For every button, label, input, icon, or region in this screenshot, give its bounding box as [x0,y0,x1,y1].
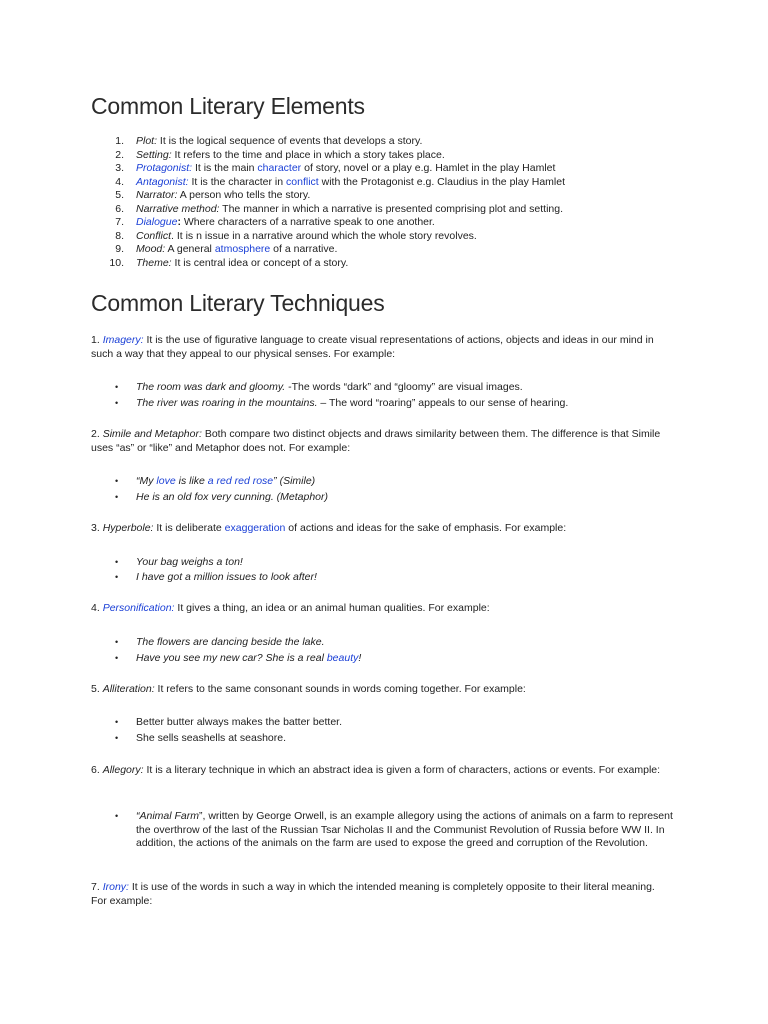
item-number: 5. [91,683,103,695]
personification-link[interactable]: Personification: [102,602,175,614]
example: ” (Simile) [273,475,316,487]
definition: It is the character in [188,175,287,188]
literary-elements-list [0,135,768,270]
term: Plot: [136,135,158,147]
list-item [0,243,768,257]
bullet-icon: • [115,492,119,502]
bullet-icon: • [115,572,119,582]
example: Better butter always makes the batter better. [136,716,343,728]
personification-paragraph [91,602,673,616]
term-link[interactable]: Protagonist: [136,162,193,174]
list-number: 1. [115,135,124,147]
definition: It is deliberate [153,522,225,534]
term: Alliteration: [102,683,155,695]
definition: of story, novel or a play e.g. Hamlet in the play Hamlet [301,162,556,174]
list-item [0,257,768,271]
example-title: “Animal Farm [136,810,200,822]
term: Narrator: [136,189,178,201]
list-number: 5. [115,189,124,201]
list-number: 2. [115,148,124,161]
example: The river was roaring in the mountains. [136,397,318,409]
bullet-icon: • [115,717,119,727]
example: “My [136,475,157,487]
list-item [0,189,768,203]
example: Have you see my new car? She is a real [136,652,327,664]
atmosphere-link[interactable]: atmosphere [214,243,271,255]
red-rose-link[interactable]: a red red rose [207,475,274,487]
heading-literary-techniques: Common Literary Techniques [91,290,385,316]
example: I have got a million issues to look after! [136,571,317,583]
character-link[interactable]: character [257,162,302,174]
example: She sells seashells at seashore. [136,732,286,744]
hyperbole-paragraph [91,522,673,536]
definition: . It is n issue in a narrative around which the whole story revolves. [171,229,477,242]
definition: Where characters of a narrative speak to one another. [180,216,435,228]
list-number: 3. [115,162,124,174]
explanation: -The words “dark” and “gloomy” are visual images. [285,381,523,393]
love-link[interactable]: love [156,475,176,487]
list-number: 10. [109,256,124,269]
definition: It is the main [192,162,258,174]
colon: : [177,216,181,228]
list-number: 6. [115,202,124,215]
list-item [0,176,768,190]
explanation: – The word “roaring” appeals to our sense of hearing. [317,397,569,409]
bullet-icon: • [115,557,119,567]
definition: It refers to the same consonant sounds in words coming together. For example: [154,683,526,695]
list-item [0,149,768,163]
example: ! [358,652,362,664]
irony-link[interactable]: Irony: [102,881,129,893]
definition: The manner in which a narrative is presented comprising plot and setting. [219,202,564,215]
bullet-icon: • [115,476,119,486]
list-item [0,203,768,217]
definition: A person who tells the story. [177,189,311,201]
bullet-icon: • [115,382,119,392]
list-item [0,162,768,176]
definition: It is central idea or concept of a story. [171,256,349,269]
list-number: 9. [115,243,124,255]
term: Setting: [136,148,172,161]
term: Allegory: [102,764,144,776]
definition: It is the use of figurative language to create visual representations of actions, objects and ideas in our mind in such a way that they appeal to our physical senses. For example: [91,334,654,360]
simile-paragraph [91,428,673,455]
list-number: 8. [115,229,124,242]
bullet-icon: • [115,398,119,408]
example: Your bag weighs a ton! [136,556,243,568]
irony-paragraph [91,881,673,908]
exaggeration-link[interactable]: exaggeration [224,522,286,534]
example: He is an old fox very cunning. (Metaphor) [136,491,329,503]
bullet-icon: • [115,637,119,647]
list-item [0,230,768,244]
imagery-paragraph [91,334,673,361]
term: Conflict [136,229,172,242]
bullet-icon: • [115,733,119,743]
bullet-icon: • [115,653,119,663]
definition: A general [165,243,215,255]
term-link[interactable]: Antagonist: [136,175,189,188]
item-number: 7. [91,881,103,893]
definition: of a narrative. [270,243,338,255]
term: Narrative method: [136,202,220,215]
bullet-icon: • [115,811,119,821]
list-item [0,216,768,230]
definition: with the Protagonist e.g. Claudius in the play Hamlet [318,175,566,188]
example: The flowers are dancing beside the lake. [136,636,325,648]
list-number: 7. [115,216,124,228]
imagery-link[interactable]: Imagery: [102,334,144,346]
example: ”, written by George Orwell, is an example allegory using the actions of animals on a farm to represent the overthrow of the last of the Russian Tsar Nicholas II and the Communist Revolution of Russia before WW II. In addition, the actions of the animals on the farm are used to expose the greed and corruption of the Revolution. [136,810,673,849]
heading-literary-elements: Common Literary Elements [91,93,365,119]
term: Simile and Metaphor: [102,428,202,440]
example: The room was dark and gloomy. [136,381,286,393]
item-number: 6. [91,764,103,776]
item-number: 4. [91,602,103,614]
list-item [0,135,768,149]
example: is like [175,475,208,487]
term-link[interactable]: Dialogue [136,216,178,228]
item-number: 3. [91,522,103,534]
term: Hyperbole: [102,522,154,534]
allegory-paragraph [91,764,673,778]
term: Mood: [136,243,166,255]
definition: of actions and ideas for the sake of emphasis. For example: [285,522,567,534]
alliteration-paragraph [91,683,673,697]
conflict-link[interactable]: conflict [286,175,319,188]
term: Theme: [136,256,172,269]
definition: It gives a thing, an idea or an animal human qualities. For example: [174,602,490,614]
item-number: 2. [91,428,103,440]
definition: It is a literary technique in which an abstract idea is given a form of characters, actions or events. For example: [143,764,661,776]
item-number: 1. [91,334,103,346]
definition: Both compare two distinct objects and draws similarity between them. The difference is that Simile uses “as” or “like” and Metaphor does not. For example: [91,428,661,454]
definition: It refers to the time and place in which a story takes place. [171,148,445,161]
list-number: 4. [115,175,124,188]
definition: It is the logical sequence of events that develops a story. [157,135,423,147]
beauty-link[interactable]: beauty [326,652,359,664]
definition: It is use of the words in such a way in which the intended meaning is completely opposite to their literal meaning. For example: [91,881,655,907]
